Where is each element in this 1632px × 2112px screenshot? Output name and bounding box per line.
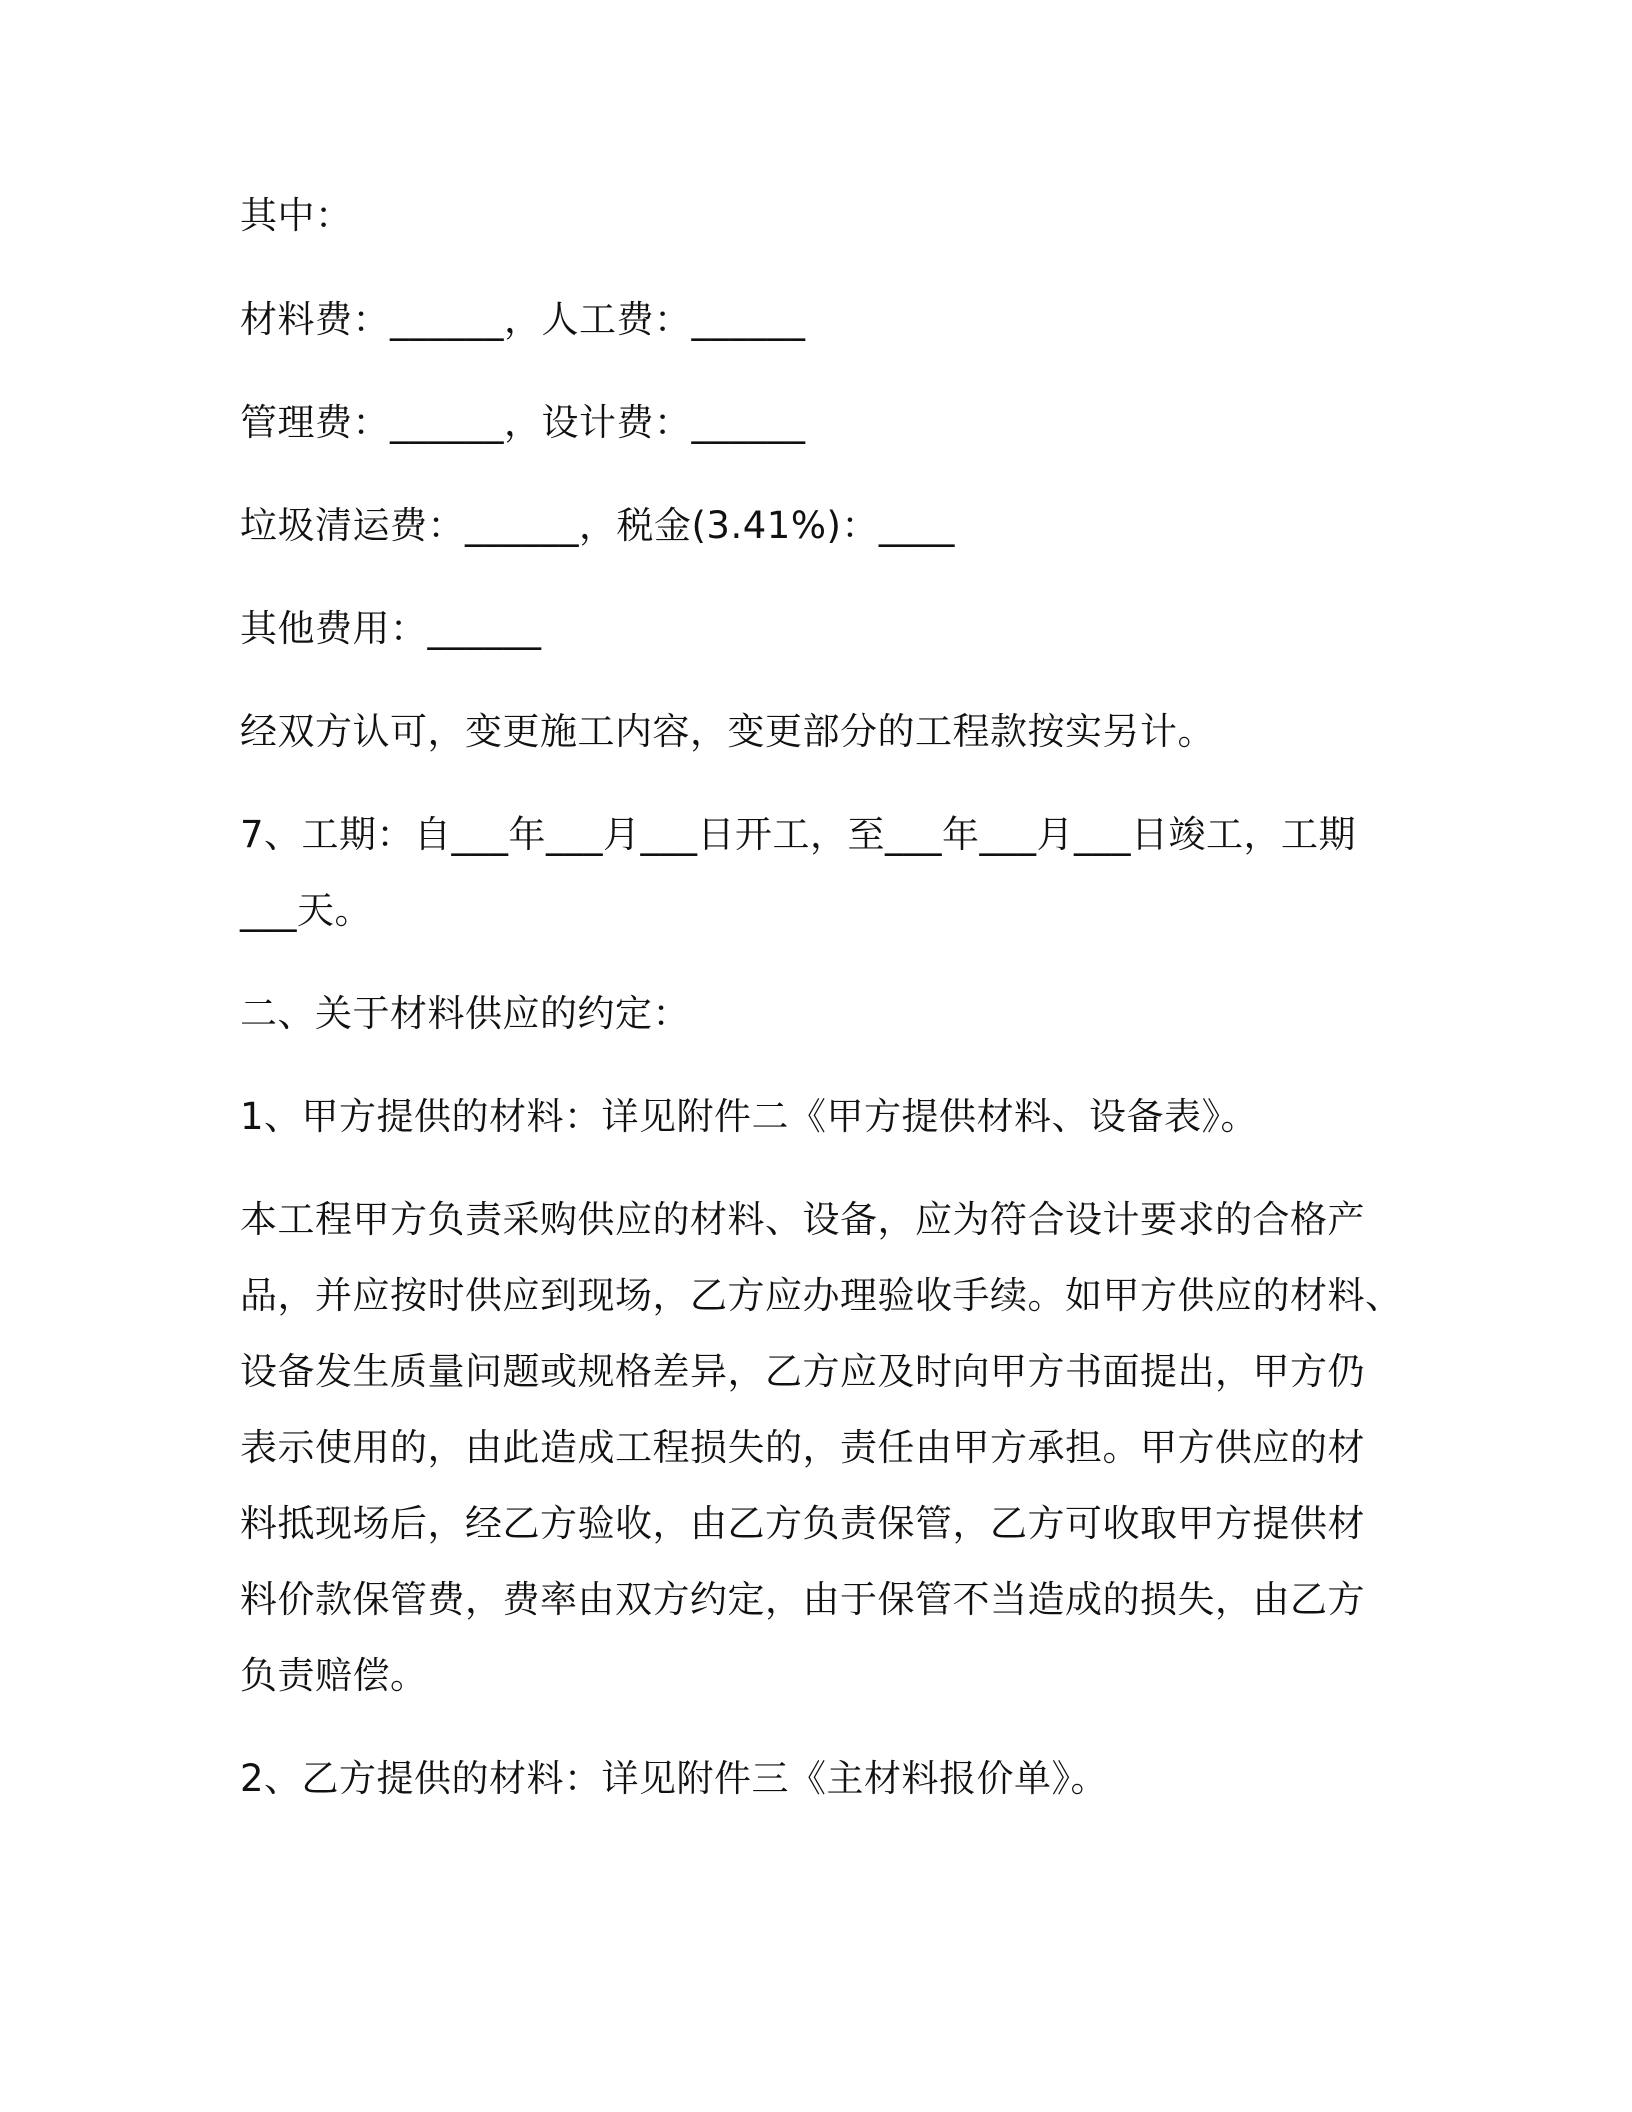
text-line: 材料费：______，人工费：______ <box>240 298 806 341</box>
text-line: 料抵现场后，经乙方验收，由乙方负责保管，乙方可收取甲方提供材 <box>240 1502 1365 1545</box>
text-line: 表示使用的，由此造成工程损失的，责任由甲方承担。甲方供应的材 <box>240 1426 1365 1469</box>
text-line: 品，并应按时供应到现场，乙方应办理验收手续。如甲方供应的材料、 <box>240 1274 1403 1317</box>
text-line: 经双方认可，变更施工内容，变更部分的工程款按实另计。 <box>240 710 1215 753</box>
text-line: 管理费：______，设计费：______ <box>240 401 806 444</box>
text-line: 1、甲方提供的材料：详见附件二《甲方提供材料、设备表》。 <box>240 1095 1259 1138</box>
text-line: 本工程甲方负责采购供应的材料、设备，应为符合设计要求的合格产 <box>240 1198 1365 1241</box>
text-line: ___天。 <box>240 889 372 932</box>
text-line: 料价款保管费，费率由双方约定，由于保管不当造成的损失，由乙方 <box>240 1578 1365 1621</box>
text-line: 其他费用：______ <box>240 607 542 650</box>
text-line: 7、工期：自___年___月___日开工，至___年___月___日竣工，工期 <box>240 813 1357 856</box>
text-line: 2、乙方提供的材料：详见附件三《主材料报价单》。 <box>240 1757 1109 1800</box>
text-line: 负责赔偿。 <box>240 1654 428 1697</box>
text-line: 设备发生质量问题或规格差异，乙方应及时向甲方书面提出，甲方仍 <box>240 1350 1365 1393</box>
section-heading: 二、关于材料供应的约定： <box>240 992 690 1035</box>
text-line: 其中： <box>240 194 353 237</box>
text-line: 垃圾清运费：______，税金(3.41%)：____ <box>240 504 955 547</box>
